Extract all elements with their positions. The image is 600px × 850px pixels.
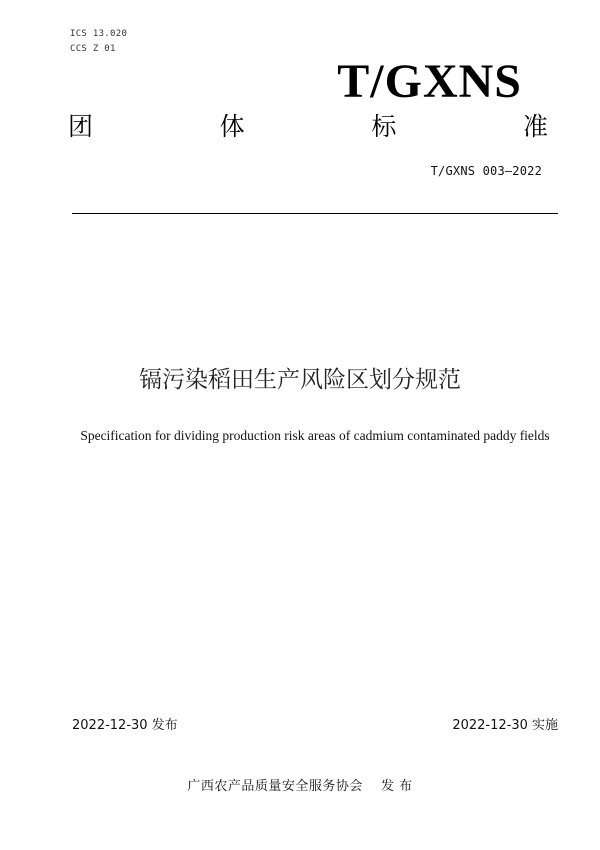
ccs-code: CCS Z 01 <box>70 44 116 54</box>
publish-date: 2022-12-30 发布 <box>72 718 178 733</box>
ics-code: ICS 13.020 <box>70 29 128 39</box>
standard-type-char: 标 <box>371 112 397 141</box>
standard-type-char: 准 <box>522 112 548 141</box>
document-title-chinese: 镉污染稻田生产风险区划分规范 <box>139 367 461 393</box>
standard-type-char: 体 <box>219 112 245 141</box>
standard-type-char: 团 <box>68 112 94 141</box>
issuer-organization: 广西农产品质量安全服务协会 <box>187 779 363 794</box>
implementation-date: 2022-12-30 实施 <box>452 718 558 733</box>
issuer-action: 发 布 <box>380 779 413 794</box>
issuer-line <box>0 775 600 794</box>
standard-type-heading <box>68 113 548 141</box>
document-title-english: Specification for dividing production risk areas of cadmium contaminated paddy fields <box>80 428 550 443</box>
standard-brand-logo: T/GXNS <box>337 55 522 108</box>
header-divider <box>72 213 558 214</box>
standard-number: T/GXNS 003—2022 <box>430 164 542 178</box>
